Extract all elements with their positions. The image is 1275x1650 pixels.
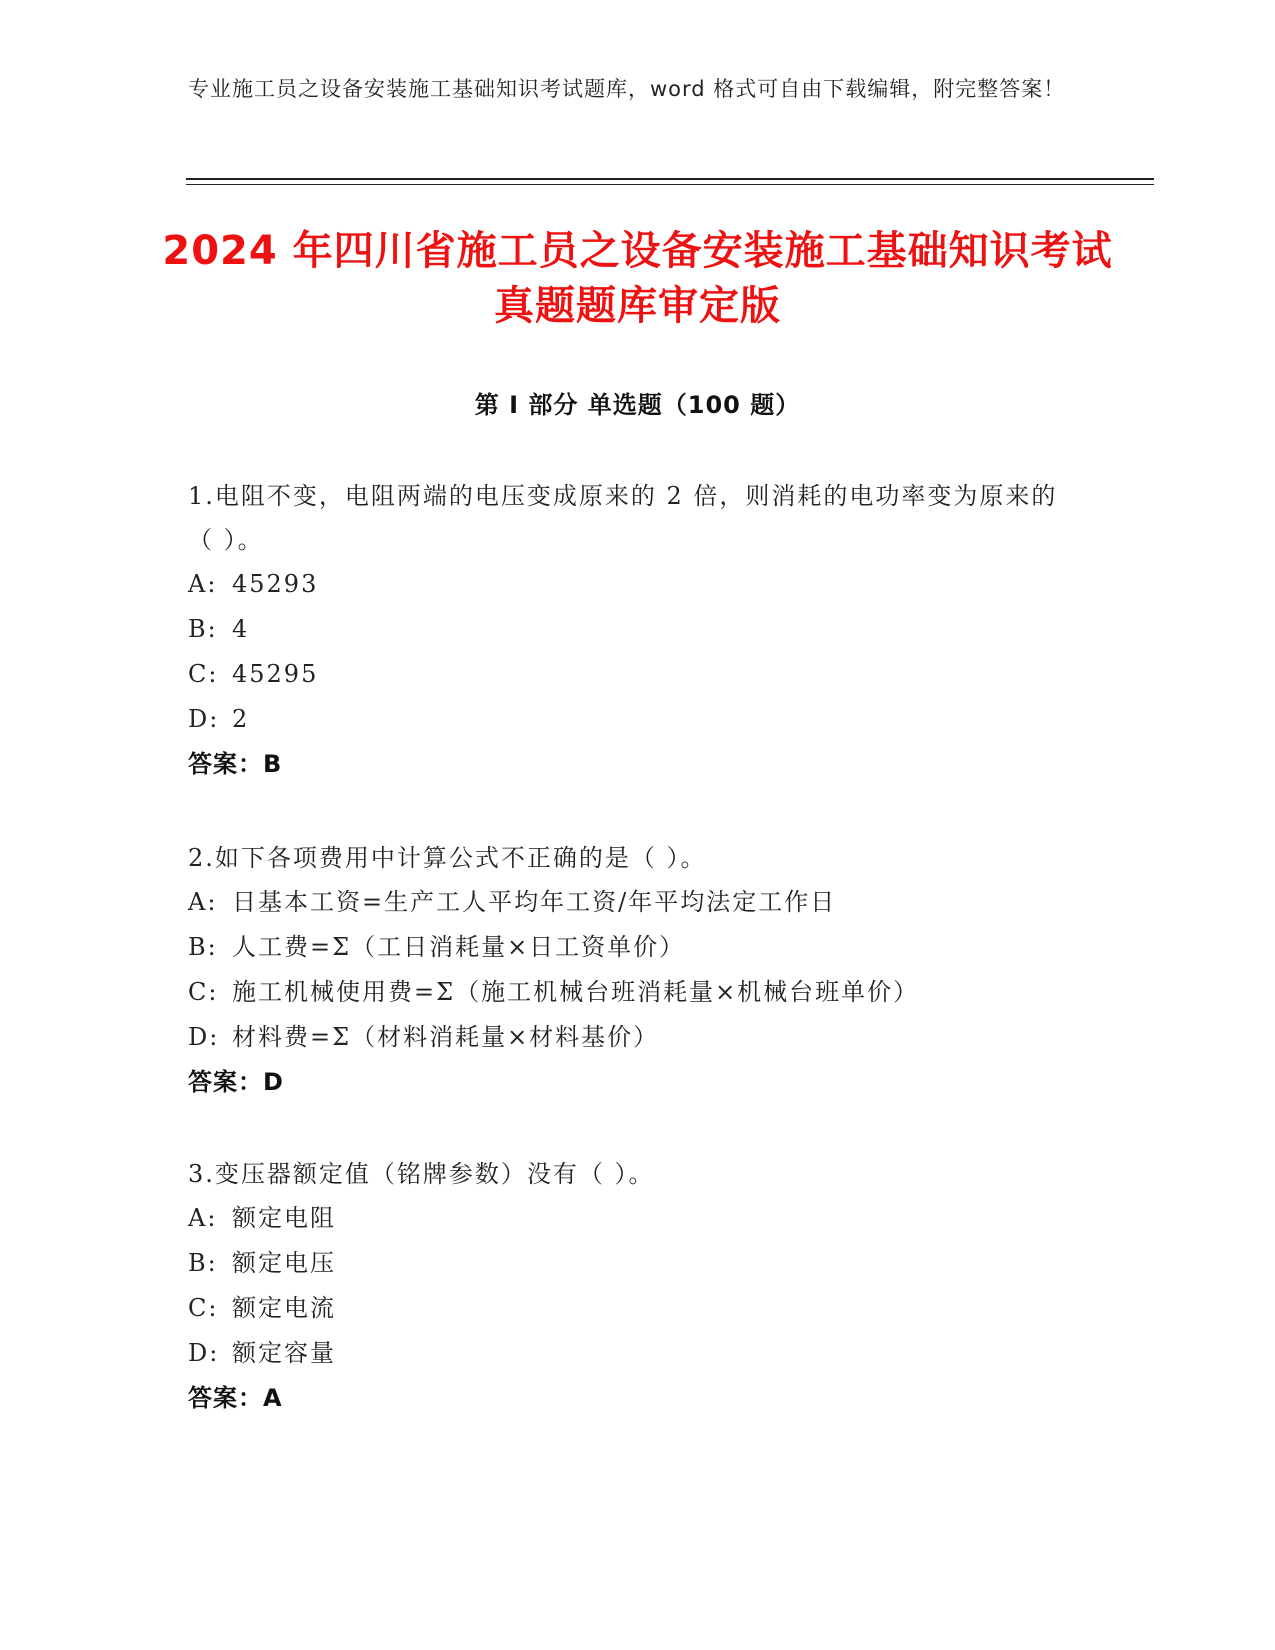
question-2: [188, 836, 1068, 1104]
option-c: [188, 1286, 1068, 1331]
option-b: [188, 1241, 1068, 1286]
section-heading: 第 I 部分 单选题（100 题）: [474, 391, 801, 419]
option-d: [188, 1015, 1068, 1060]
question-3: [188, 1152, 1068, 1420]
option-key: C:: [188, 978, 219, 1006]
document-title: 2024 年四川省施工员之设备安装施工基础知识考试真题题库审定版: [162, 228, 1113, 329]
option-key: B:: [188, 615, 218, 643]
question-stem: 1.电阻不变，电阻两端的电压变成原来的 2 倍，则消耗的电功率变为原来的（ ）。: [188, 482, 1058, 554]
option-key: B:: [188, 933, 218, 961]
option-key: C:: [188, 660, 219, 688]
option-key: A:: [188, 1204, 218, 1232]
option-text: 45295: [232, 660, 319, 688]
option-key: B:: [188, 1249, 218, 1277]
option-b: [188, 925, 1068, 970]
option-text: 额定电流: [232, 1294, 336, 1322]
header-divider-thick: [186, 178, 1154, 180]
answer-line: 答案：A: [188, 1384, 283, 1412]
option-a: [188, 1196, 1068, 1241]
option-text: 施工机械使用费=Σ（施工机械台班消耗量×机械台班单价）: [232, 978, 920, 1006]
header-divider-thin: [186, 184, 1154, 185]
option-key: D:: [188, 1339, 220, 1367]
option-c: [188, 652, 1068, 697]
option-text: 日基本工资=生产工人平均年工资/年平均法定工作日: [232, 888, 837, 916]
option-text: 2: [232, 705, 250, 733]
option-text: 45293: [232, 570, 319, 598]
option-text: 材料费=Σ（材料消耗量×材料基价）: [232, 1023, 660, 1051]
option-d: [188, 1331, 1068, 1376]
option-c: [188, 970, 1068, 1015]
option-key: A:: [188, 888, 218, 916]
question-1: [188, 474, 1068, 786]
option-key: C:: [188, 1294, 219, 1322]
answer-line: 答案：B: [188, 750, 283, 778]
option-key: A:: [188, 570, 218, 598]
option-key: D:: [188, 705, 220, 733]
question-stem: 2.如下各项费用中计算公式不正确的是（ ）。: [188, 844, 707, 872]
answer-line: 答案：D: [188, 1068, 284, 1096]
option-text: 额定容量: [232, 1339, 336, 1367]
option-text: 4: [232, 615, 250, 643]
question-stem: 3.变压器额定值（铭牌参数）没有（ ）。: [188, 1160, 655, 1188]
option-text: 额定电压: [232, 1249, 336, 1277]
option-a: [188, 880, 1068, 925]
option-text: 额定电阻: [232, 1204, 336, 1232]
header-note: 专业施工员之设备安装施工基础知识考试题库，word 格式可自由下载编辑，附完整答案！: [188, 77, 1066, 101]
option-key: D:: [188, 1023, 220, 1051]
option-b: [188, 607, 1068, 652]
option-d: [188, 697, 1068, 742]
option-a: [188, 562, 1068, 607]
option-text: 人工费=Σ（工日消耗量×日工资单价）: [232, 933, 686, 961]
